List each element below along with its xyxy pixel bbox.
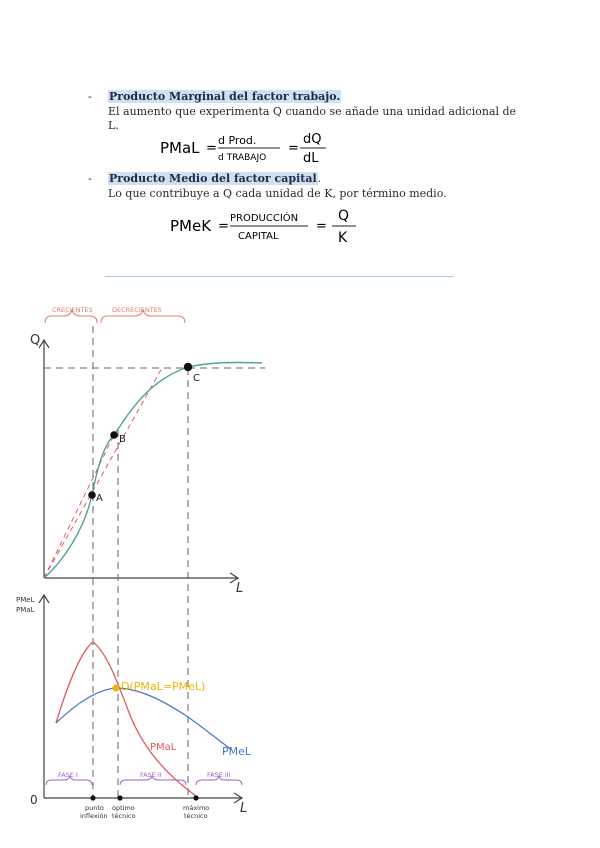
point-b bbox=[110, 431, 118, 439]
tick-maximo-dot bbox=[193, 795, 198, 800]
formula-frac1-den: d TRABAJO bbox=[218, 153, 267, 163]
pmel-curve bbox=[56, 688, 232, 750]
origin-label: 0 bbox=[30, 793, 38, 807]
section-divider bbox=[105, 276, 454, 277]
point-a bbox=[88, 491, 96, 499]
heading-producto-marginal: Producto Marginal del factor trabajo. bbox=[109, 90, 341, 103]
formula-frac2-num: Q bbox=[338, 208, 350, 224]
x-axis-label: L bbox=[240, 801, 248, 816]
bullet-dash: - bbox=[88, 172, 92, 185]
top-graph bbox=[30, 306, 265, 800]
formula-eq: = bbox=[288, 141, 299, 156]
phase3-label: FASE III bbox=[207, 771, 231, 779]
pmel-label: PMeL bbox=[222, 745, 252, 758]
formula-frac2-den: K bbox=[338, 230, 348, 246]
point-c-label: C bbox=[193, 373, 200, 384]
phase1-label: FASE I bbox=[58, 771, 78, 779]
heading-producto-medio: Producto Medio del factor capital bbox=[109, 172, 317, 185]
formula-equals-sign: = bbox=[218, 219, 229, 234]
heading-period: . bbox=[317, 172, 322, 185]
bullet-medio bbox=[88, 172, 528, 201]
pmal-label: PMaL bbox=[150, 742, 177, 753]
x-axis-label: L bbox=[236, 581, 244, 596]
formula-frac1-num: d Prod. bbox=[218, 134, 257, 147]
tick-optimo-label-2: técnico bbox=[112, 812, 136, 820]
y-axis-label-line2: PMaL bbox=[16, 606, 35, 614]
tangent-b bbox=[44, 368, 162, 578]
bullet-marginal bbox=[88, 90, 528, 133]
bullet-dash: - bbox=[88, 90, 92, 103]
formula-frac1-den: CAPITAL bbox=[238, 231, 279, 242]
formula-equals-sign: = bbox=[206, 141, 217, 156]
tick-maximo-label-1: máximo bbox=[183, 804, 210, 812]
y-axis-label: Q bbox=[30, 333, 41, 348]
point-d bbox=[113, 685, 120, 692]
description-producto-medio: Lo que contribuye a Q cada unidad de K, por término medio. bbox=[108, 187, 447, 200]
formula-frac1-num: PRODUCCIÓN bbox=[230, 213, 299, 224]
brace-decrecientes-label: DECRECIENTES bbox=[112, 306, 162, 314]
formula-eq: = bbox=[316, 219, 327, 234]
phase2-label: FASE II bbox=[140, 771, 162, 779]
formula-pmal bbox=[160, 128, 330, 168]
total-product-curve bbox=[44, 362, 262, 578]
formula-frac2-den: dL bbox=[303, 151, 319, 166]
tick-inflexion-label-1: punto bbox=[85, 804, 104, 812]
description-producto-marginal: El aumento que experimenta Q cuando se añade una unidad adicional de L. bbox=[108, 105, 517, 132]
formula-lhs: PMaL bbox=[160, 139, 200, 157]
point-a-label: A bbox=[96, 493, 103, 504]
tick-optimo-label-1: óptimo bbox=[112, 804, 135, 812]
tick-inflexion-dot bbox=[90, 795, 95, 800]
formula-frac2-num: dQ bbox=[303, 132, 322, 147]
point-b-label: B bbox=[119, 434, 126, 445]
tangent-a bbox=[44, 435, 114, 578]
formula-lhs: PMeK bbox=[170, 217, 212, 235]
tick-maximo-label-2: técnico bbox=[184, 812, 208, 820]
y-axis-label-line1: PMeL bbox=[16, 596, 35, 604]
point-c bbox=[184, 363, 192, 371]
brace-crecientes-label: CRECIENTES bbox=[52, 306, 93, 314]
point-d-label: D(PMaL=PMeL) bbox=[121, 680, 206, 693]
bottom-graph bbox=[16, 595, 252, 820]
tick-optimo-dot bbox=[117, 795, 122, 800]
production-graphs bbox=[0, 290, 600, 830]
formula-pmek bbox=[170, 205, 370, 247]
tick-inflexion-label-2: inflexión bbox=[80, 812, 108, 820]
